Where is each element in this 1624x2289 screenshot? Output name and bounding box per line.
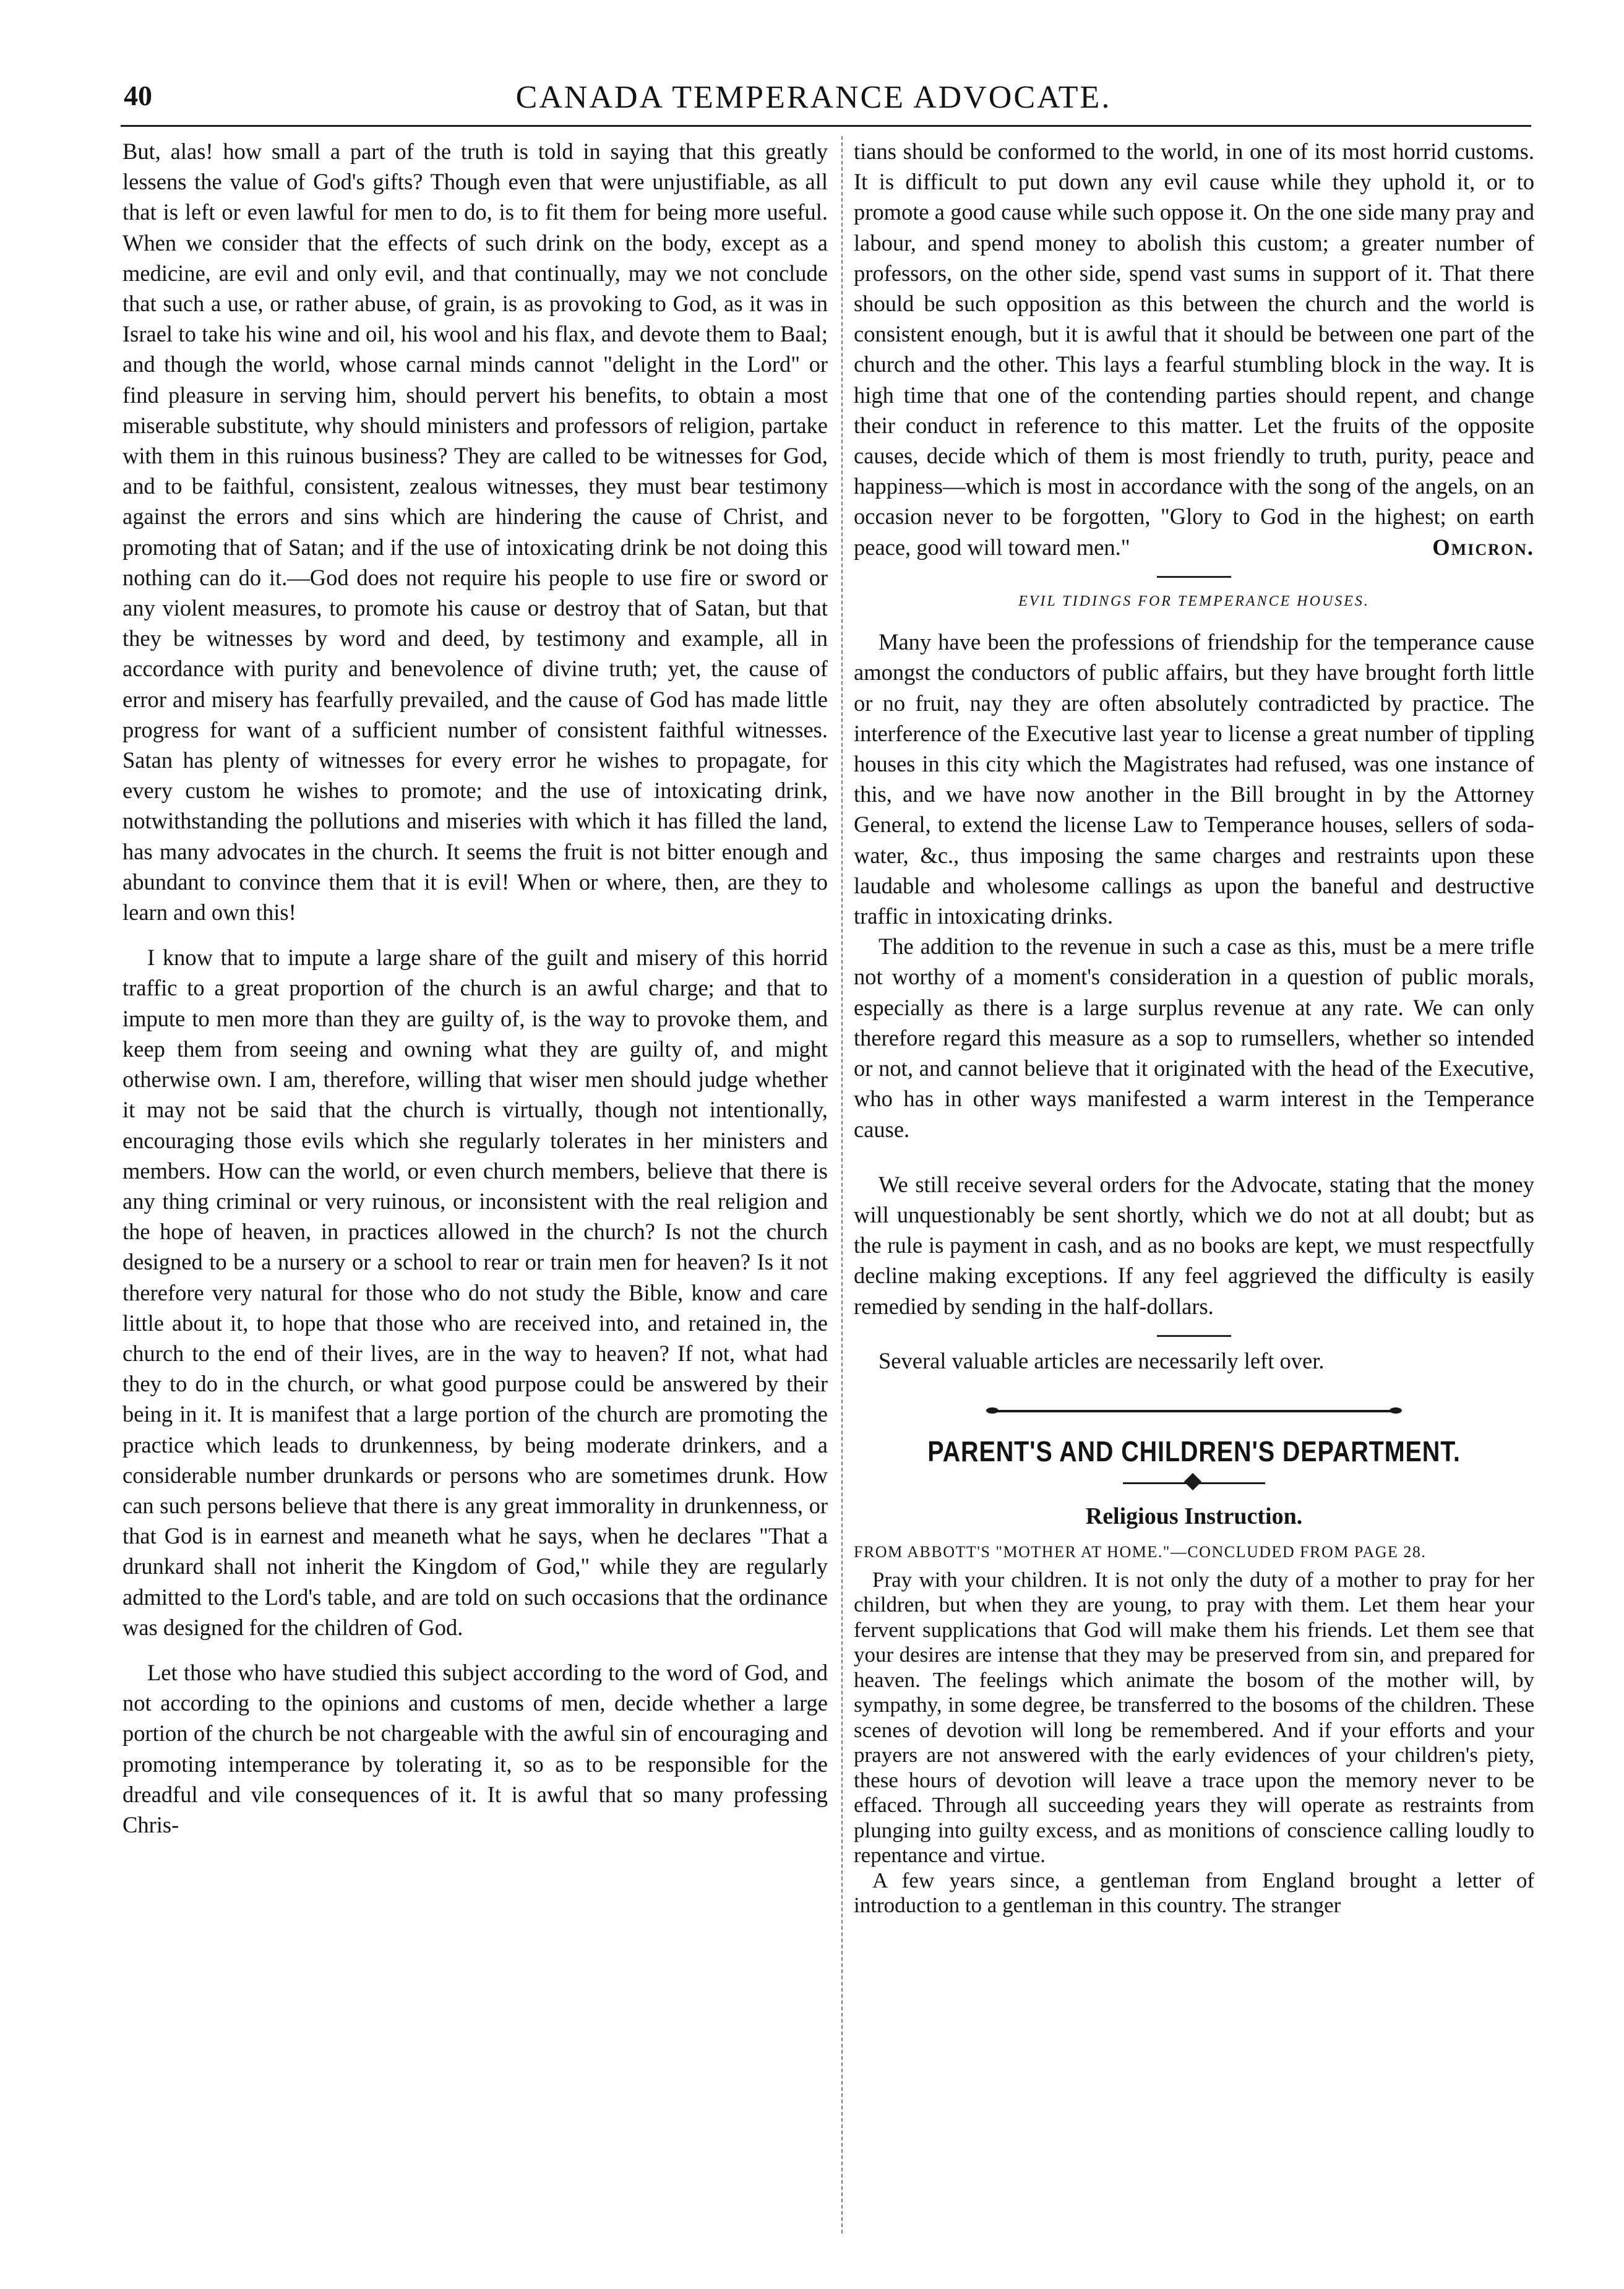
diamond-ornament (1123, 1475, 1265, 1492)
article-paragraph: Many have been the professions of friendship for the temperance cause amongst the conductors of public affairs, but they have brought forth little or no fruit, nay they are often absolutely contradicted by practice. The interference of the Executive last year to license a great number of tippling houses in this city which the Magistrates had refused, was one instance of this, and we have now another in the Bill brought in by the Attorney General, to extend the license Law to Temperance houses, sellers of soda-water, &c., thus imposing the same charges and restraints upon these laudable and wholesome callings as upon the baneful and destructive traffic in intoxicating drinks. (854, 629, 1534, 929)
article-paragraph: The addition to the revenue in such a case as this, must be a mere trifle not worthy of a moment's consideration in a question of public morals, especially as there is a large surplus revenue at any rate. We can only therefore regard this measure as a sop to rumsellers, whether so intended or not, and cannot believe that it originated with the head of the Executive, who has in other ways manifested a warm interest in the Temperance cause. (854, 934, 1534, 1142)
header-rule (121, 125, 1531, 127)
notice-paragraph: Several valuable articles are necessarily left over. (879, 1347, 1325, 1373)
department-heading: PARENT'S AND CHILDREN'S DEPARTMENT. (927, 1435, 1461, 1467)
author-signature: Omicron. (1432, 534, 1534, 560)
article-paragraph: tians should be conformed to the world, in one of its most horrid customs. It is difficult to put down any evil cause while they uphold it, or to promote a good cause while such oppose it. On the one side many pray and labour, and spend money to abolish this custom; a greater number of professors, on the other side, spend vast sums in support of it. That there should be such opposition as this between the church and the world is consistent enough, but it is awful that it should be between one part of the church and the other. This lays a fearful stumbling block in the way. It is high time that one of the contending parties should repent, and change their conduct in reference to this matter. Let the fruits of the opposite causes, decide which of them is most friendly to truth, purity, peace and happiness—which is most in accordance with the song of the angels, on an occasion never to be forgotten, "Glory to God in the highest; on earth peace, good will toward men." (854, 139, 1534, 560)
left-column (122, 136, 828, 1840)
section-rule (1157, 1335, 1231, 1337)
decorative-rule (990, 1401, 1398, 1420)
page-number: 40 (124, 80, 152, 111)
article-paragraph: A few years since, a gentleman from England brought a letter of introduction to a gentleman in this country. The stranger (854, 1868, 1534, 1918)
article-paragraph: We still receive several orders for the Advocate, stating that the money will unquestionably be sent shortly, which we do not at all doubt; but as the rule is payment in cash, and as no books are kept, we must respectfully decline making exceptions. If any feel aggrieved the difficulty is easily remedied by sending in the half-dollars. (854, 1171, 1534, 1319)
section-rule (1157, 576, 1231, 578)
page-header (93, 79, 1534, 122)
paragraph-gap (122, 1643, 828, 1657)
dense-text-block (854, 1568, 1534, 1918)
section-title: Religious Instruction. (1085, 1503, 1303, 1530)
article-paragraph: Let those who have studied this subject according to the word of God, and not according to the opinions and customs of men, decide whether a large portion of the church be not chargeable with the awful sin of encouraging and promoting intemperance by tolerating it, so as to be responsible for the dreadful and vile consequences of it. It is awful that so many professing Chris- (122, 1659, 828, 1837)
column-divider (841, 136, 843, 2233)
article-paragraph: I know that to impute a large share of the guilt and misery of this horrid traffic to a great proportion of the church is an awful charge; and that to impute to men more than they are guilty of, is the way to provoke them, and keep them from seeing and owning what they are guilty of, and might otherwise own. I am, therefore, willing that wiser men should judge whether it may not be said that the church is virtually, though not intentionally, encouraging those evils which she regularly tolerates in her ministers and members. How can the world, or even church members, believe that there is any thing criminal or very ruinous, or inconsistent with the real religion and the hope of heaven, in practices allowed in the church? Is not the church designed to be a nursery or a school to rear or train men for heaven? Is it not therefore very natural for those who do not study the Bible, know and care little about it, to hope that those who are received into, and retained in, the church to the end of their lives, are in the way to heaven? If not, what had they to do in the church, or what good purpose could be answered by their being in it. It is manifest that a large portion of the church are promoting the practice which leads to drunkenness, by being moderate drinkers, and a considerable number drunkards or persons who are sometimes drunk. How can such persons believe that there is any great immorality in drunkenness, or that God is in earnest and meaneth what he says, when he declares "That a drunkard shall not inherit the Kingdom of God," while they are regularly admitted to the Lord's table, and are told on such occasions that the ordinance was designed for the children of God. (122, 945, 828, 1640)
paragraph-gap (854, 1144, 1534, 1169)
article-paragraph: Pray with your children. It is not only the duty of a mother to pray for her children, but when they are young, to pray with them. Let them hear your fervent supplications that God will make them his friends. Let them see that your desires are intense that they may be preserved from sin, and prepared for heaven. The feelings which animate the bosom of the mother will, by sympathy, in some degree, be transferred to the bosoms of the children. These scenes of devotion will long be remembered. And if your efforts and your prayers are not answered with the early evidences of your children's piety, these hours of devotion will leave a trace upon the memory never to be effaced. Through all succeeding years they will operate as restraints from plunging into guilty excess, and as monitions of conscience calling loudly to repentance and virtue. (854, 1567, 1534, 1868)
masthead-title: CANADA TEMPERANCE ADVOCATE. (515, 80, 1112, 115)
article-paragraph: But, alas! how small a part of the truth is told in saying that this greatly lessens the value of God's gifts? Though even that were unjustifiable, as all that is left or even lawful for men to do, is to fit them for being more useful. When we consider that the effects of such drink on the body, except as a medicine, are evil and only evil, and that continually, may we not conclude that such a use, or rather abuse, of grain, is as provoking to God, as it was in Israel to take his wine and oil, his wool and his flax, and devote them to Baal; and though the world, whose carnal minds cannot "delight in the Lord" or find pleasure in serving him, should pervert his benefits, to obtain a most miserable substitute, why should ministers and professors of religion, partake with them in this ruinous business? They are called to be witnesses for God, and to be faithful, consistent, zealous witnesses, they must bear testimony against the errors and sins which are hindering the cause of Christ, and promoting that of Satan; and if the use of intoxicating drink be not doing this nothing can do it.—God does not require his people to use fire or sword or any violent measures, to promote his cause or destroy that of Satan, but that they be witnesses by word and deed, by testimony and example, all in accordance with purity and benevolence of divine truth; yet, the cause of error and misery has fearfully prevailed, and the cause of God has made little progress for want of a sufficient number of consistent faithful witnesses. Satan has plenty of witnesses for every error he wishes to propagate, for every custom he wishes to promote; and the use of intoxicating drink, notwithstanding the pollutions and miseries with which it has filled the land, has many advocates in the church. It seems the fruit is not bitter enough and abundant to convince them that it is evil! When or where, then, are they to learn and own this! (122, 139, 828, 925)
source-line: FROM ABBOTT'S "MOTHER AT HOME."—CONCLUDED FROM PAGE 28. (854, 1543, 1427, 1561)
right-column (854, 136, 1534, 1918)
article-heading: EVIL TIDINGS FOR TEMPERANCE HOUSES. (1018, 593, 1370, 610)
paragraph-gap (122, 927, 828, 942)
